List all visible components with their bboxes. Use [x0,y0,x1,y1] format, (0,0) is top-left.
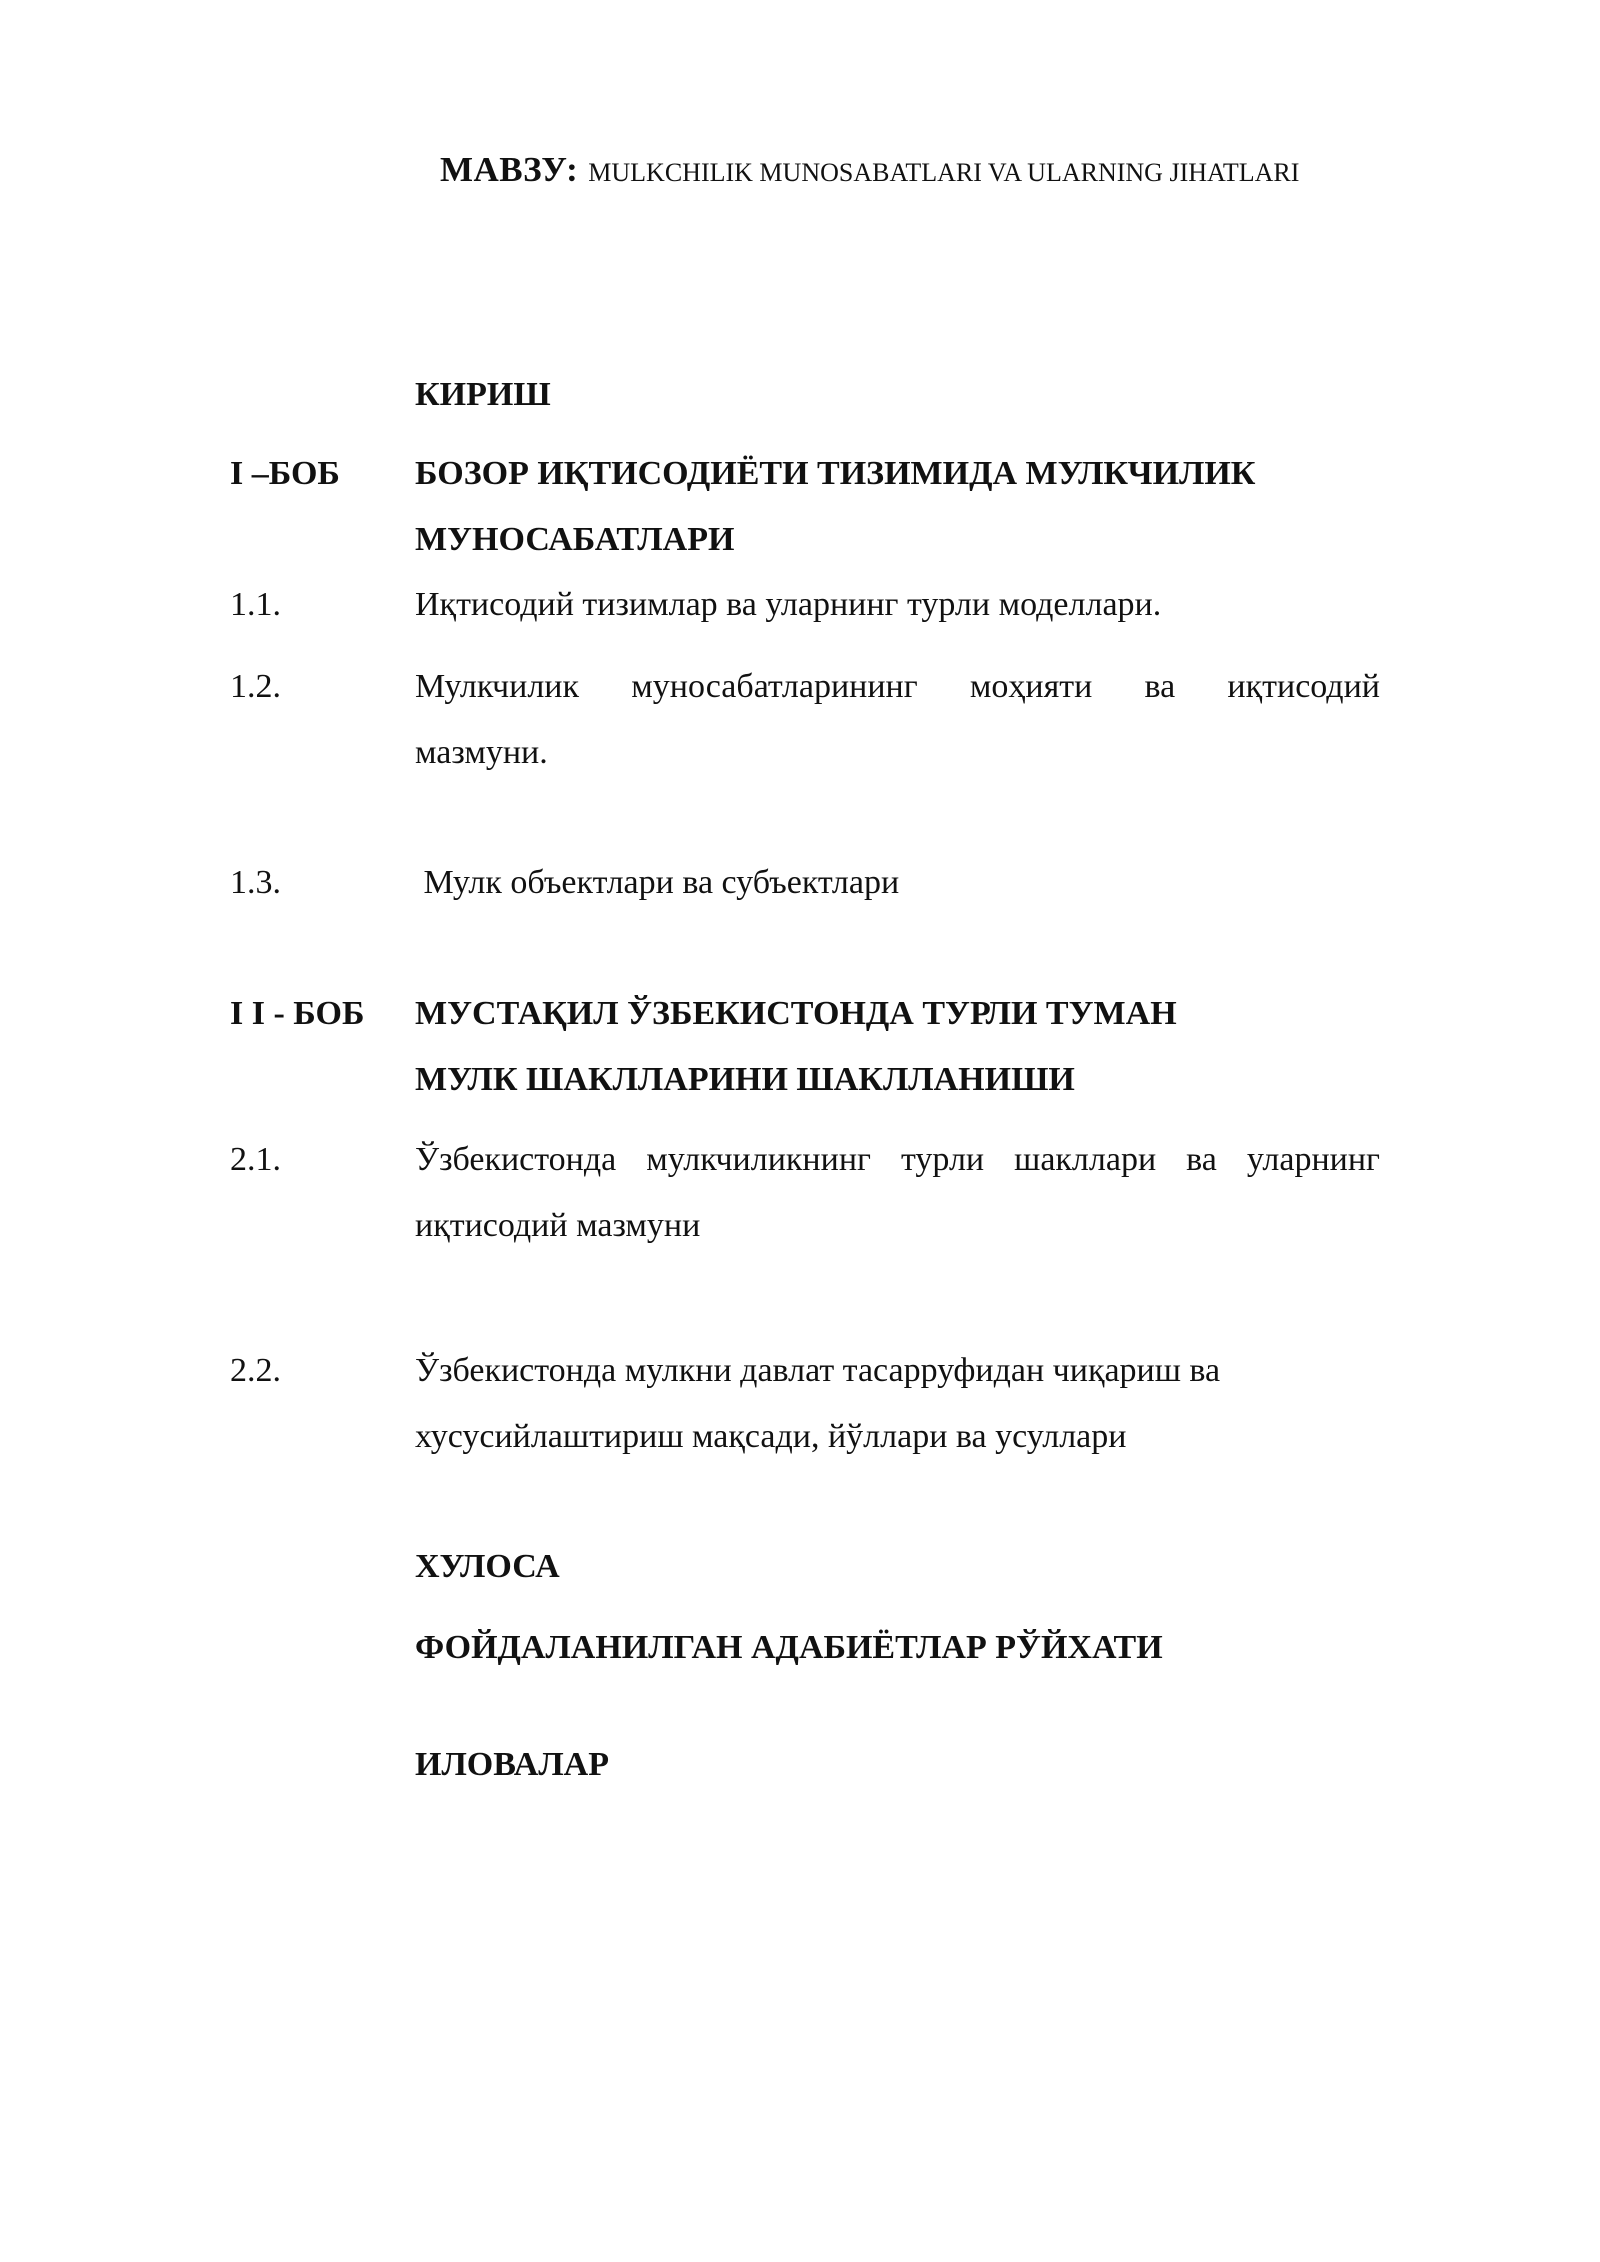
section-1-2-title-line-1: Мулкчилик муносабатларининг моҳияти ва иқтисодий [415,668,1380,705]
section-1-2-title [415,654,1380,786]
section-1-1-number: 1.1. [230,586,281,623]
title-label: МАВЗУ: [440,150,579,189]
chapter-1-title-line-2: МУНОСАБАТЛАРИ [415,521,735,558]
chapter-1-number: I –БОБ [230,455,340,492]
section-1-3-title: Мулк объектлари ва субъектлари [415,864,900,901]
chapter-2-title [415,981,1380,1113]
chapter-2-title-line-1: МУСТАҚИЛ ЎЗБЕКИСТОНДА ТУРЛИ ТУМАН [415,995,1177,1032]
chapter-2-number: I I - БОБ [230,995,365,1032]
section-1-1-title: Иқтисодий тизимлар ва уларнинг турли моделлари. [415,586,1162,623]
section-1-2-number: 1.2. [230,668,281,705]
section-2-1-title [415,1127,1380,1259]
chapter-1-title-line-1: БОЗОР ИҚТИСОДИЁТИ ТИЗИМИДА МУЛКЧИЛИК [415,455,1256,492]
toc-conclusion-heading: ХУЛОСА [415,1548,560,1585]
chapter-1-title [415,441,1380,573]
section-1-3-number: 1.3. [230,864,281,901]
section-2-1-title-line-2: иқтисодий мазмуни [415,1207,701,1244]
section-2-2-title-line-2: хусусийлаштириш мақсади, йўллари ва усуллари [415,1418,1127,1455]
section-2-1-number: 2.1. [230,1141,281,1178]
section-2-1-title-line-1: Ўзбекистонда мулкчиликнинг турли шакллари ва уларнинг [415,1141,1380,1178]
toc-references-heading: ФОЙДАЛАНИЛГАН АДАБИЁТЛАР РЎЙХАТИ [415,1629,1163,1666]
toc-appendices-heading: ИЛОВАЛАР [415,1746,609,1783]
section-1-2-title-line-2: мазмуни. [415,734,548,771]
section-2-2-number: 2.2. [230,1352,281,1389]
title-text: MULKCHILIK MUNOSABATLARI VA ULARNING JIHATLARI [588,158,1300,187]
toc-intro-heading: КИРИШ [415,376,551,413]
section-2-2-title-line-1: Ўзбекистонда мулкни давлат тасарруфидан чиқариш ва [415,1352,1221,1389]
chapter-2-title-line-2: МУЛК ШАКЛЛАРИНИ ШАКЛЛАНИШИ [415,1061,1075,1098]
document-title [440,150,1299,190]
section-2-2-title [415,1338,1380,1470]
